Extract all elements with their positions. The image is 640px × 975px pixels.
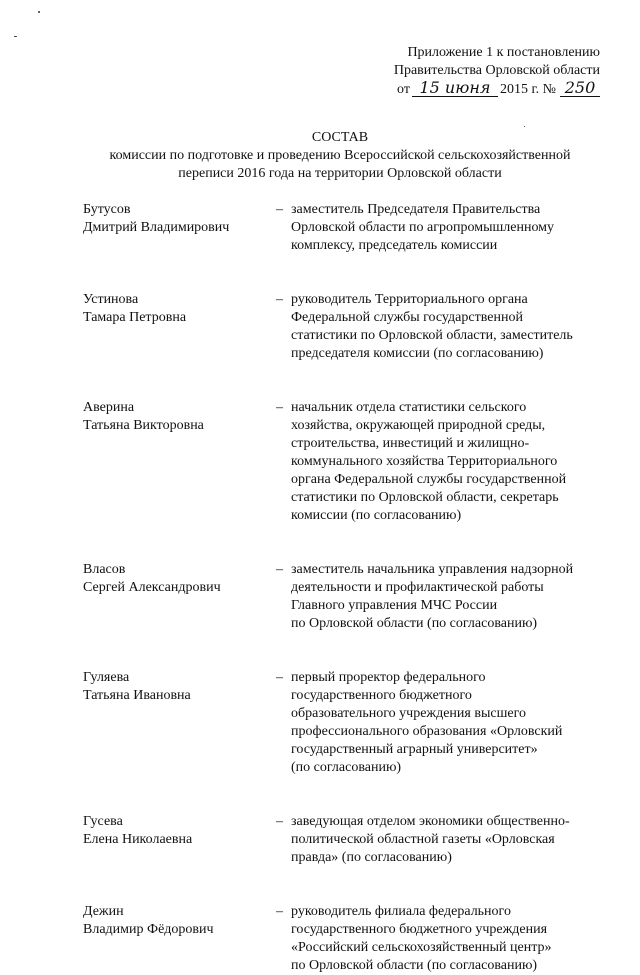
appendix-line-2: Правительства Орловской области: [393, 63, 600, 78]
member-name: [83, 291, 276, 363]
handwritten-number: 250: [560, 80, 600, 97]
member-entry: [83, 201, 603, 255]
date-prefix: от: [397, 82, 410, 97]
member-given-name: Сергей Александрович: [83, 580, 221, 595]
member-role-line: Орловской области по агропромышленному: [291, 220, 555, 235]
member-role-line: государственный аграрный университет»: [291, 742, 538, 757]
member-role-line: руководитель филиала федерального: [291, 904, 511, 919]
date-suffix: 2015 г. №: [499, 82, 556, 97]
member-role-line: комплексу, председатель комиссии: [291, 238, 498, 253]
document-subtitle-line-1: комиссии по подготовке и проведению Всероссийской сельскохозяйственной: [109, 148, 571, 163]
member-given-name: Владимир Фёдорович: [83, 922, 214, 937]
member-name: [83, 903, 276, 975]
scan-speck: [38, 11, 40, 13]
member-given-name: Дмитрий Владимирович: [83, 220, 230, 235]
member-role-line: строительства, инвестиций и жилищно-: [291, 436, 530, 451]
member-role: [291, 399, 603, 525]
member-role: [291, 561, 603, 633]
member-role: [291, 903, 603, 975]
member-dash: –: [276, 202, 283, 217]
member-surname: Аверина: [83, 400, 135, 415]
member-role-line: органа Федеральной службы государственной: [291, 472, 567, 487]
member-entry: [83, 291, 603, 363]
member-role-line: председателя комиссии (по согласованию): [291, 346, 544, 361]
member-role: [291, 813, 603, 867]
member-given-name: Татьяна Викторовна: [83, 418, 204, 433]
member-role-line: коммунального хозяйства Территориального: [291, 454, 558, 469]
member-role: [291, 291, 603, 363]
document-subtitle-line-2: переписи 2016 года на территории Орловской области: [178, 166, 502, 181]
member-name: [83, 669, 276, 777]
member-entry: [83, 903, 603, 975]
scan-speck: [14, 36, 17, 37]
member-surname: Власов: [83, 562, 126, 577]
member-role-line: начальник отдела статистики сельского: [291, 400, 527, 415]
member-dash: –: [276, 562, 283, 577]
member-role-line: заместитель Председателя Правительства: [291, 202, 541, 217]
member-role-line: руководитель Территориального органа: [291, 292, 528, 307]
member-role-line: комиссии (по согласованию): [291, 508, 462, 523]
scan-speck: [524, 126, 525, 127]
member-name: [83, 813, 276, 867]
handwritten-date: 15 июня: [412, 80, 498, 97]
member-surname: Гусева: [83, 814, 123, 829]
document-heading: [80, 129, 600, 183]
member-role-line: деятельности и профилактической работы: [291, 580, 544, 595]
member-role-line: политической областной газеты «Орловская: [291, 832, 555, 847]
member-entry: [83, 399, 603, 525]
member-dash: –: [276, 670, 283, 685]
member-dash: –: [276, 904, 283, 919]
member-role-line: статистики по Орловской области, секретарь: [291, 490, 559, 505]
member-role-line: по Орловской области (по согласованию): [291, 616, 538, 631]
member-role-line: государственного бюджетного: [291, 688, 472, 703]
appendix-line-1: Приложение 1 к постановлению: [407, 45, 600, 60]
member-dash: –: [276, 292, 283, 307]
member-role-line: «Российский сельскохозяйственный центр»: [291, 940, 552, 955]
member-surname: Бутусов: [83, 202, 131, 217]
member-surname: Дежин: [83, 904, 124, 919]
member-name: [83, 561, 276, 633]
member-name: [83, 201, 276, 255]
member-role-line: профессионального образования «Орловский: [291, 724, 563, 739]
member-role-line: заместитель начальника управления надзорной: [291, 562, 574, 577]
member-given-name: Тамара Петровна: [83, 310, 187, 325]
member-dash: –: [276, 814, 283, 829]
member-role-line: государственного бюджетного учреждения: [291, 922, 548, 937]
appendix-block: [350, 44, 600, 99]
member-dash: –: [276, 400, 283, 415]
member-given-name: Татьяна Ивановна: [83, 688, 191, 703]
member-role-line: образовательного учреждения высшего: [291, 706, 526, 721]
member-surname: Устинова: [83, 292, 139, 307]
member-role: [291, 669, 603, 777]
member-role-line: статистики по Орловской области, заместитель: [291, 328, 573, 343]
appendix-date-line: [350, 80, 600, 99]
member-entry: [83, 561, 603, 633]
member-role-line: первый проректор федерального: [291, 670, 486, 685]
member-surname: Гуляева: [83, 670, 130, 685]
member-role-line: Главного управления МЧС России: [291, 598, 498, 613]
member-name: [83, 399, 276, 525]
member-role-line: Федеральной службы государственной: [291, 310, 523, 325]
member-given-name: Елена Николаевна: [83, 832, 193, 847]
member-role-line: заведующая отделом экономики общественно-: [291, 814, 570, 829]
member-list: [83, 201, 603, 975]
member-role: [291, 201, 603, 255]
member-entry: [83, 813, 603, 867]
member-role-line: правда» (по согласованию): [291, 850, 452, 865]
member-entry: [83, 669, 603, 777]
member-role-line: хозяйства, окружающей природной среды,: [291, 418, 546, 433]
member-role-line: (по согласованию): [291, 760, 402, 775]
member-role-line: по Орловской области (по согласованию): [291, 958, 538, 973]
document-title: СОСТАВ: [311, 130, 369, 145]
